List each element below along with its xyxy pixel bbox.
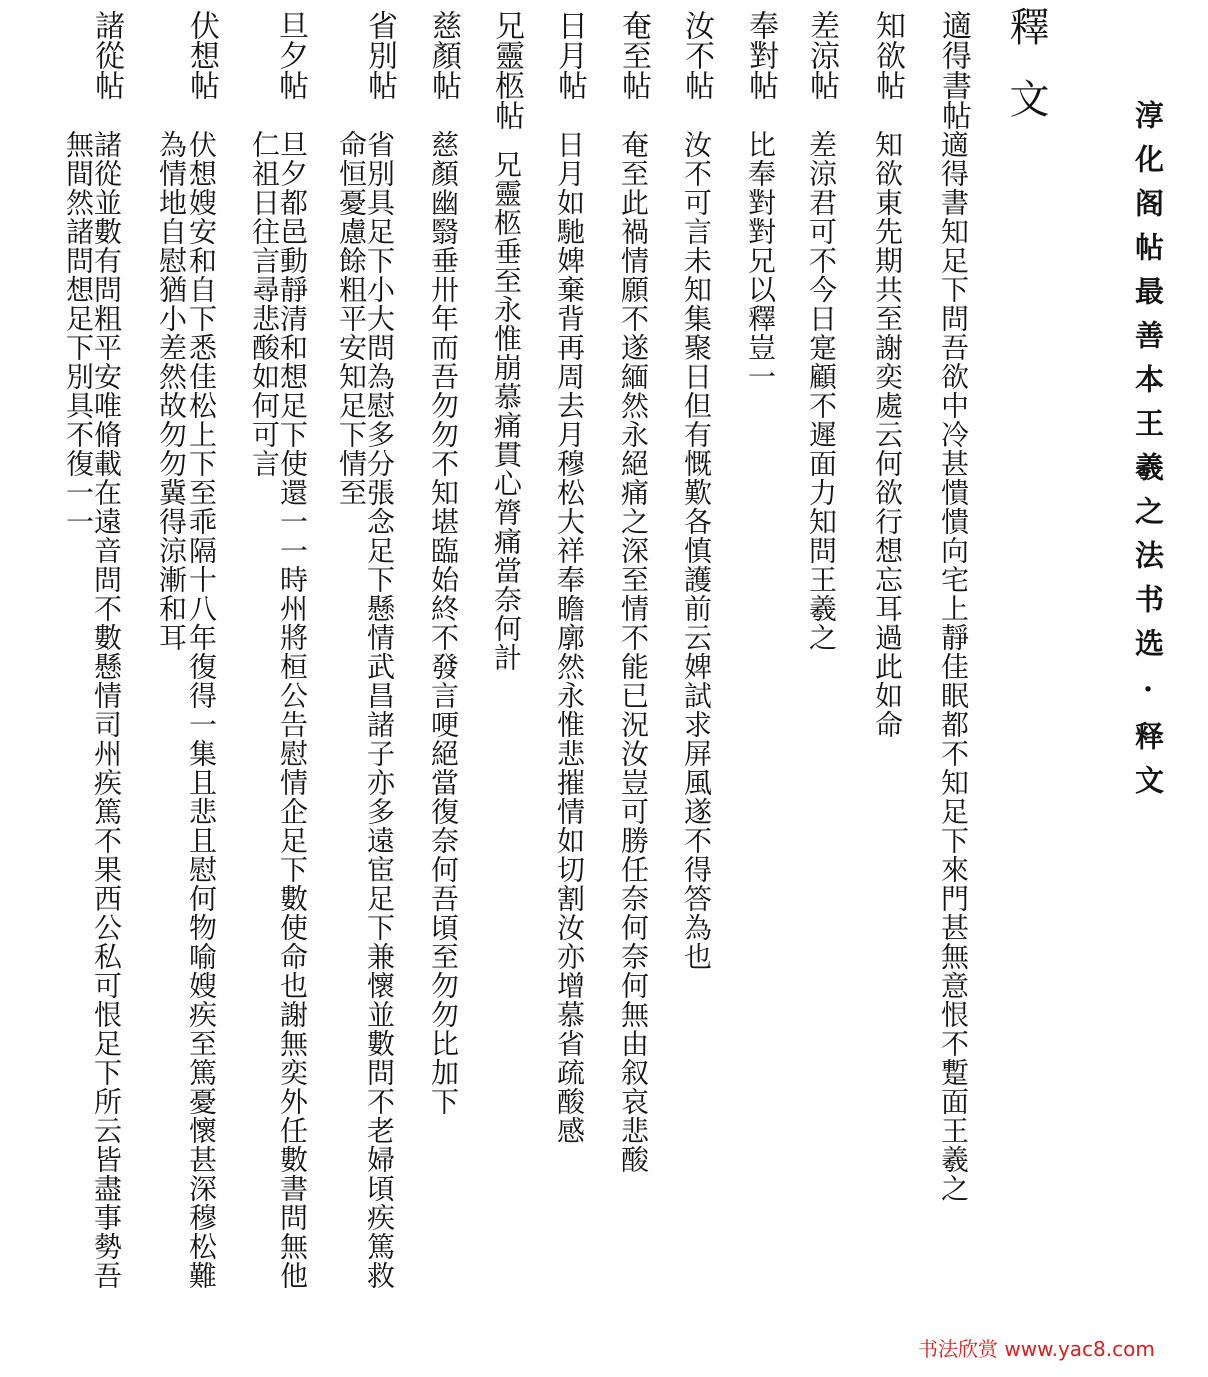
- entry-body-continuation: 為情地自慰猶小差然故勿勿冀得涼漸和耳: [155, 130, 188, 652]
- entry-body: 省別具足下小大問為慰多分張念足下懸情武昌諸子亦多遠宦足下兼懷並數問不老婦頃疾篤救: [363, 130, 396, 1290]
- entry-title: 差涼帖: [804, 10, 839, 100]
- entry-title: 旦夕帖: [273, 10, 308, 100]
- entry-body-continuation: 無間然諸問想足下別具不復一一: [62, 130, 95, 536]
- entry-title: 慈顏帖: [426, 10, 461, 100]
- entry-body: 奄至此禍情願不遂緬然永絕痛之深至情不能已況汝豈可勝任奈何奈何無由叙哀悲酸: [617, 130, 650, 1174]
- entry-title: 省別帖: [362, 10, 397, 100]
- watermark: 书法欣赏 www.yac8.com: [918, 1337, 1155, 1361]
- entry-title: 日月帖: [552, 10, 587, 100]
- entry-body: 兄靈柩垂至永惟崩慕痛貫心膂痛當奈何計: [490, 150, 523, 672]
- entry-title: 適得書帖: [936, 10, 971, 130]
- entry-body-continuation: 仁祖日往言尋悲酸如何可言: [248, 130, 281, 478]
- entry-title: 奉對帖: [743, 10, 778, 100]
- entry-title: 奄至帖: [616, 10, 651, 100]
- entry-body: 差涼君可不今日寔顧不遲面力知問王羲之: [805, 130, 838, 652]
- entry-title: 諸從帖: [89, 10, 124, 100]
- entry-body: 適得書知足下問吾欲中冷甚憒憒向宅上靜佳眠都不知足下來門甚無意恨不蹔面王羲之: [937, 130, 970, 1203]
- entry-body: 慈顏幽翳垂卅年而吾勿勿不知堪臨始終不發言哽絕當復奈何吾頃至勿勿比加下: [427, 130, 460, 1116]
- entry-body: 諸從並數有問粗平安唯脩載在遠音問不數懸情司州疾篤不果西公私可恨足下所云皆盡事勢吾: [90, 130, 123, 1290]
- book-title: 淳化阁帖最善本王羲之法书选·释文: [1131, 100, 1165, 809]
- entry-body: 旦夕都邑動靜清和想足下使還一一時州將桓公告慰情企足下數使命也謝無奕外任數書問無他: [276, 130, 309, 1290]
- section-title: 釋文: [1003, 6, 1049, 150]
- entry-title: 伏想帖: [184, 10, 219, 100]
- entry-body: 知欲東先期共至謝奕處云何欲行想忘耳過此如命: [871, 130, 904, 739]
- entry-title: 兄靈柩帖: [489, 10, 524, 130]
- entry-body: 比奉對對兄以釋豈一: [744, 130, 777, 391]
- entry-title: 知欲帖: [870, 10, 905, 100]
- entry-body: 伏想嫂安和自下悉佳松上下至乖隔十八年復得一集且悲且慰何物喻嫂疾至篤憂懷甚深穆松難: [185, 130, 218, 1290]
- entry-title: 汝不帖: [679, 10, 714, 100]
- entry-body: 汝不可言未知集聚日但有慨歎各慎護前云婢試求屏風遂不得答為也: [680, 130, 713, 971]
- entry-body: 日月如馳婢棄背再周去月穆松大祥奉瞻廓然永惟悲摧情如切割汝亦增慕省疏酸感: [553, 130, 586, 1145]
- entry-body-continuation: 命恒憂慮餘粗平安知足下情至: [335, 130, 368, 507]
